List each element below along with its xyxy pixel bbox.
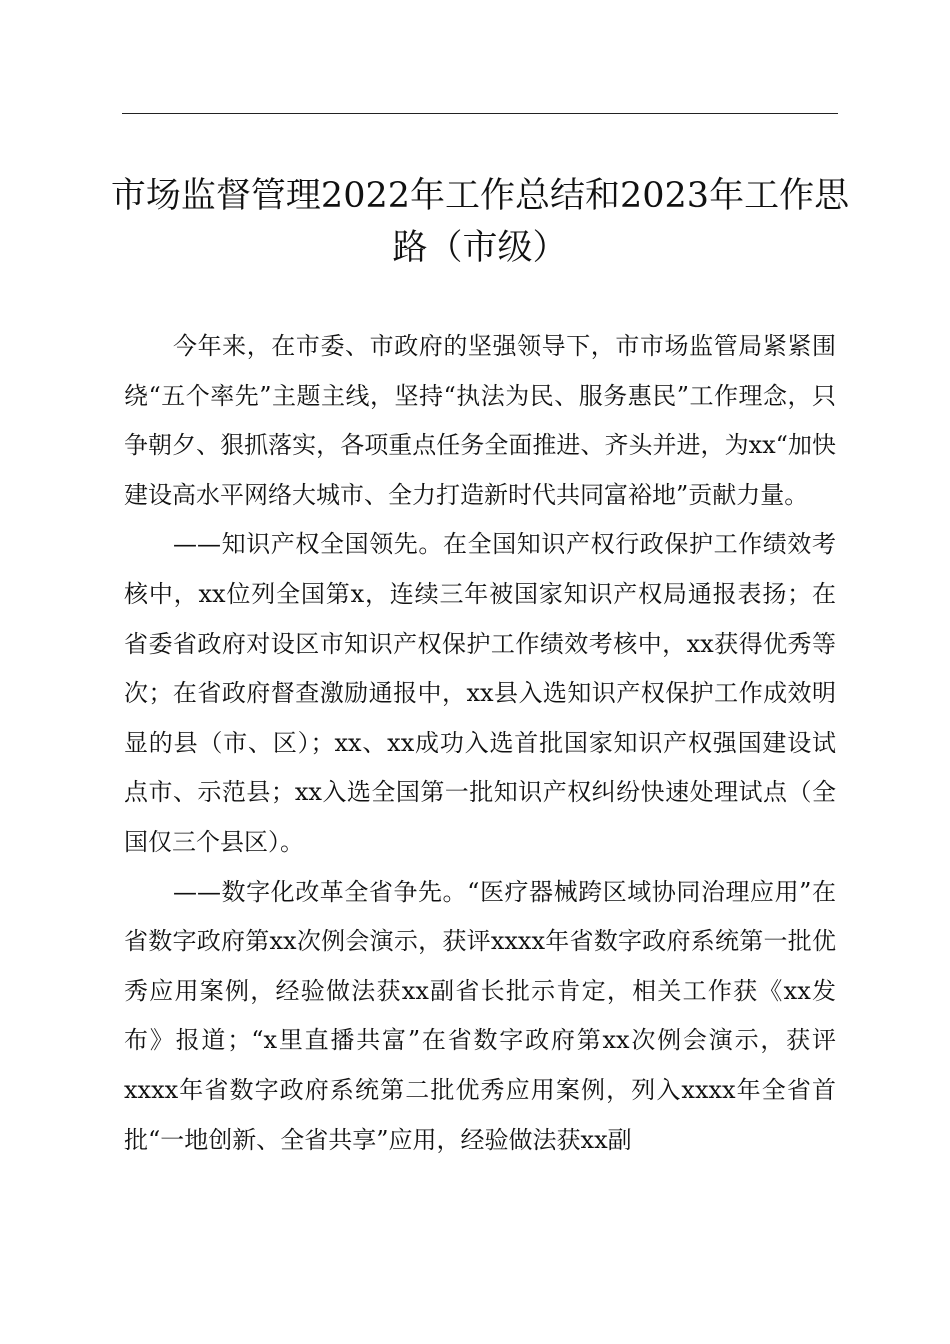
paragraph-digital: ——数字化改革全省争先。“医疗器械跨区域协同治理应用”在省数字政府第xx次例会演示，获评xxxx年省数字政府系统第一批优秀应用案例，经验做法获xx副省长批示肯定，相关工作获《xx发布》报道；“x里直播共富”在省数字政府第xx次例会演示，获评xxxx年省数字政府系统第二批优秀应用案例，列入xxxx年全省首批“一地创新、全省共享”应用，经验做法获xx副 [124,877,836,1154]
document-body [124,322,836,1165]
header-rule [122,113,838,114]
paragraph-intro: 今年来，在市委、市政府的坚强领导下，市市场监管局紧紧围绕“五个率先”主题主线，坚持“执法为民、服务惠民”工作理念，只争朝夕、狠抓落实，各项重点任务全面推进、齐头并进，为xx“加快建设高水平网络大城市、全力打造新时代共同富裕地”贡献力量。 [124,332,836,509]
paragraph-ip: ——知识产权全国领先。在全国知识产权行政保护工作绩效考核中，xx位列全国第x，连续三年被国家知识产权局通报表扬；在省委省政府对设区市知识产权保护工作绩效考核中，xx获得优秀等次；在省政府督查激励通报中，xx县入选知识产权保护工作成效明显的县（市、区）；xx、xx成功入选首批国家知识产权强国建设试点市、示范县；xx入选全国第一批知识产权纠纷快速处理试点（全国仅三个县区）。 [124,530,836,856]
document-title: 市场监督管理2022年工作总结和2023年工作思路（市级） [110,176,850,268]
